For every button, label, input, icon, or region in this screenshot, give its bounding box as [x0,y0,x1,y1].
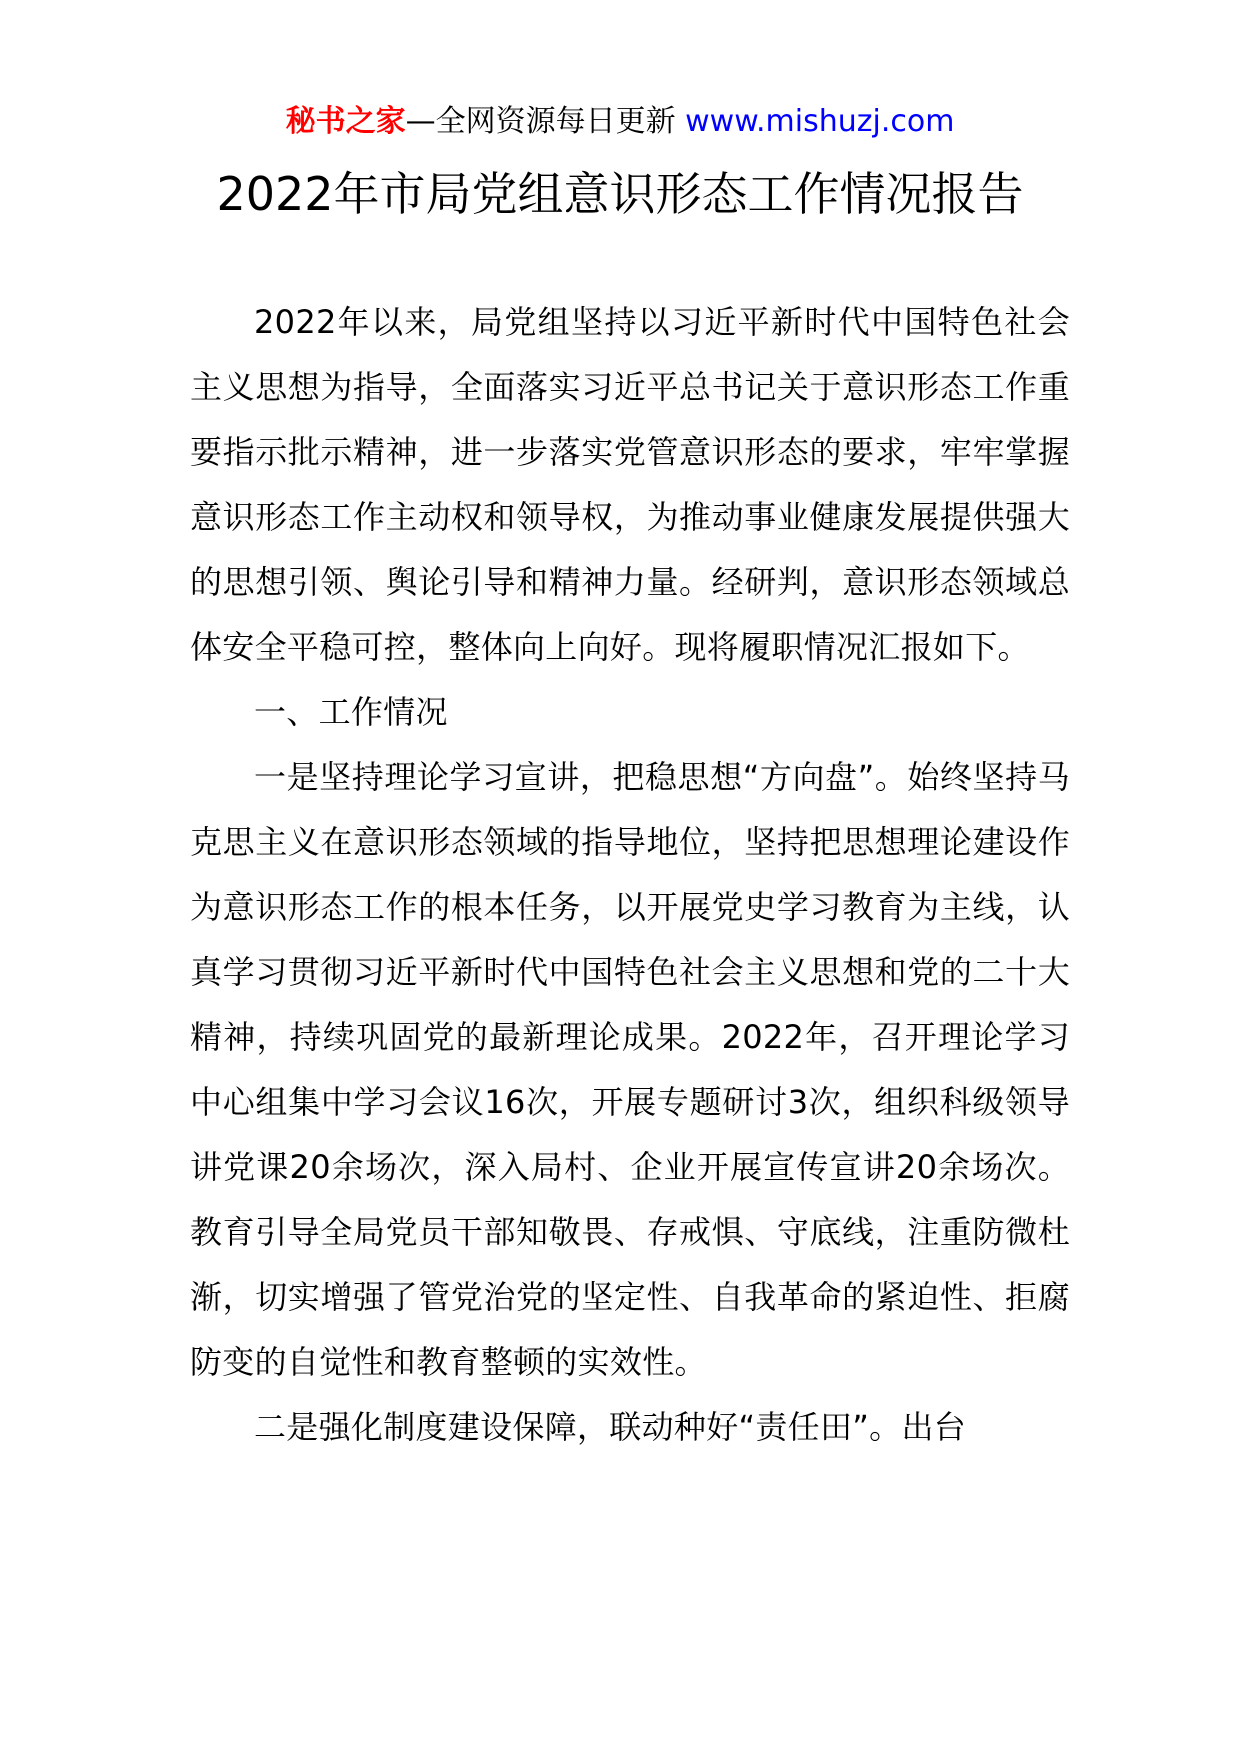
brand-name: 秘书之家 [285,104,406,139]
document-title: 2022年市局党组意识形态工作情况报告 [216,167,1024,221]
document-body [190,290,1070,1460]
site-url-link[interactable]: www.mishuzj.com [685,104,955,139]
paragraph-item-one: 一是坚持理论学习宣讲，把稳思想“方向盘”。始终坚持马克思主义在意识形态领域的指导地位，坚持把思想理论建设作为意识形态工作的根本任务，以开展党史学习教育为主线，认真学习贯彻习近平新时代中国特色社会主义思想和党的二十大精神，持续巩固党的最新理论成果。2022年，召开理论学习中心组集中学习会议16次，开展专题研讨3次，组织科级领导讲党课20余场次，深入局村、企业开展宣传宣讲20余场次。教育引导全局党员干部知敬畏、存戒惧、守底线，注重防微杜渐，切实增强了管党治党的坚定性、自我革命的紧迫性、拒腐防变的自觉性和教育整顿的实效性。 [190,758,1070,1381]
header-tagline: —全网资源每日更新 [405,104,686,139]
section-heading: 一、工作情况 [254,693,448,731]
paragraph-intro: 2022年以来，局党组坚持以习近平新时代中国特色社会主义思想为指导，全面落实习近平总书记关于意识形态工作重要指示批示精神，进一步落实党管意识形态的要求，牢牢掌握意识形态工作主动权和领导权，为推动事业健康发展提供强大的思想引领、舆论引导和精神力量。经研判，意识形态领域总体安全平稳可控，整体向上向好。现将履职情况汇报如下。 [190,303,1070,666]
paragraph-item-two: 二是强化制度建设保障，联动种好“责任田”。出台 [254,1408,967,1446]
site-header [0,102,1240,142]
